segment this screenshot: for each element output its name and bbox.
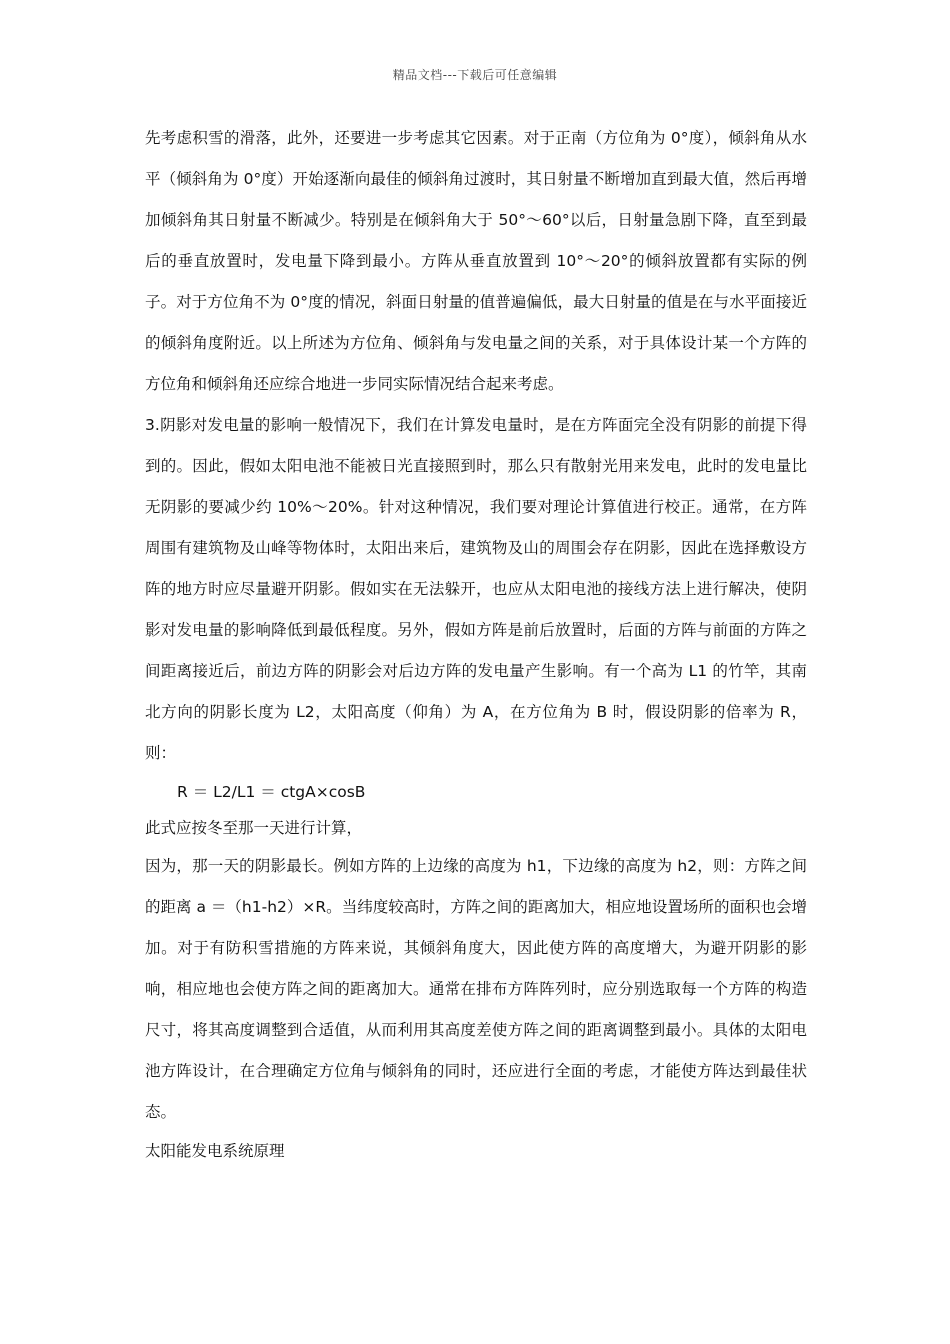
paragraph-winter-solstice: 此式应按冬至那一天进行计算， [145, 819, 363, 837]
paragraph-array-spacing: 因为，那一天的阴影最长。例如方阵的上边缘的高度为 h1，下边缘的高度为 h2，则：方阵之间的距离 a ＝（h1-h2）×R。当纬度较高时，方阵之间的距离加大，相应地设置场所的面积也会增加。对于有防积雪措施的方阵来说，其倾斜角度大，因此使方阵的高度增大，为避开阴影的影响，相应地也会使方阵之间的距离加大。通常在排布方阵阵列时，应分别选取每一个方阵的构造尺寸，将其高度调整到合适值，从而利用其高度差使方阵之间的距离调整到最小。具体的太阳电池方阵设计，在合理确定方位角与倾斜角的同时，还应进行全面的考虑，才能使方阵达到最佳状态。 [145, 857, 807, 1121]
section-heading-system-principle: 太阳能发电系统原理 [145, 1142, 285, 1160]
document-body [145, 118, 807, 1169]
paragraph-tilt-angle: 先考虑积雪的滑落，此外，还要进一步考虑其它因素。对于正南（方位角为 0°度），倾斜角从水平（倾斜角为 0°度）开始逐渐向最佳的倾斜角过渡时，其日射量不断增加直到最大值，然后再增加倾斜角其日射量不断减少。特别是在倾斜角大于 50°～60°以后，日射量急剧下降，直至到最后的垂直放置时，发电量下降到最小。方阵从垂直放置到 10°～20°的倾斜放置都有实际的例子。对于方位角不为 0°度的情况，斜面日射量的值普遍偏低，最大日射量的值是在与水平面接近的倾斜角度附近。以上所述为方位角、倾斜角与发电量之间的关系，对于具体设计某一个方阵的方位角和倾斜角还应综合地进一步同实际情况结合起来考虑。 [145, 129, 807, 393]
shadow-ratio-formula: R ＝ L2/L1 ＝ ctgA×cosB [177, 783, 366, 801]
paragraph-shadow-effect: 3.阴影对发电量的影响一般情况下，我们在计算发电量时，是在方阵面完全没有阴影的前提下得到的。因此，假如太阳电池不能被日光直接照到时，那么只有散射光用来发电，此时的发电量比无阴影的要减少约 10%～20%。针对这种情况，我们要对理论计算值进行校正。通常，在方阵周围有建筑物及山峰等物体时，太阳出来后，建筑物及山的周围会存在阴影，因此在选择敷设方阵的地方时应尽量避开阴影。假如实在无法躲开，也应从太阳电池的接线方法上进行解决，使阴影对发电量的影响降低到最低程度。另外，假如方阵是前后放置时，后面的方阵与前面的方阵之间距离接近后，前边方阵的阴影会对后边方阵的发电量产生影响。有一个高为 L1 的竹竿，其南北方向的阴影长度为 L2，太阳高度（仰角）为 A，在方位角为 B 时，假设阴影的倍率为 R，则： [145, 416, 807, 762]
page-header: 精品文档---下载后可任意编辑 [392, 68, 558, 82]
